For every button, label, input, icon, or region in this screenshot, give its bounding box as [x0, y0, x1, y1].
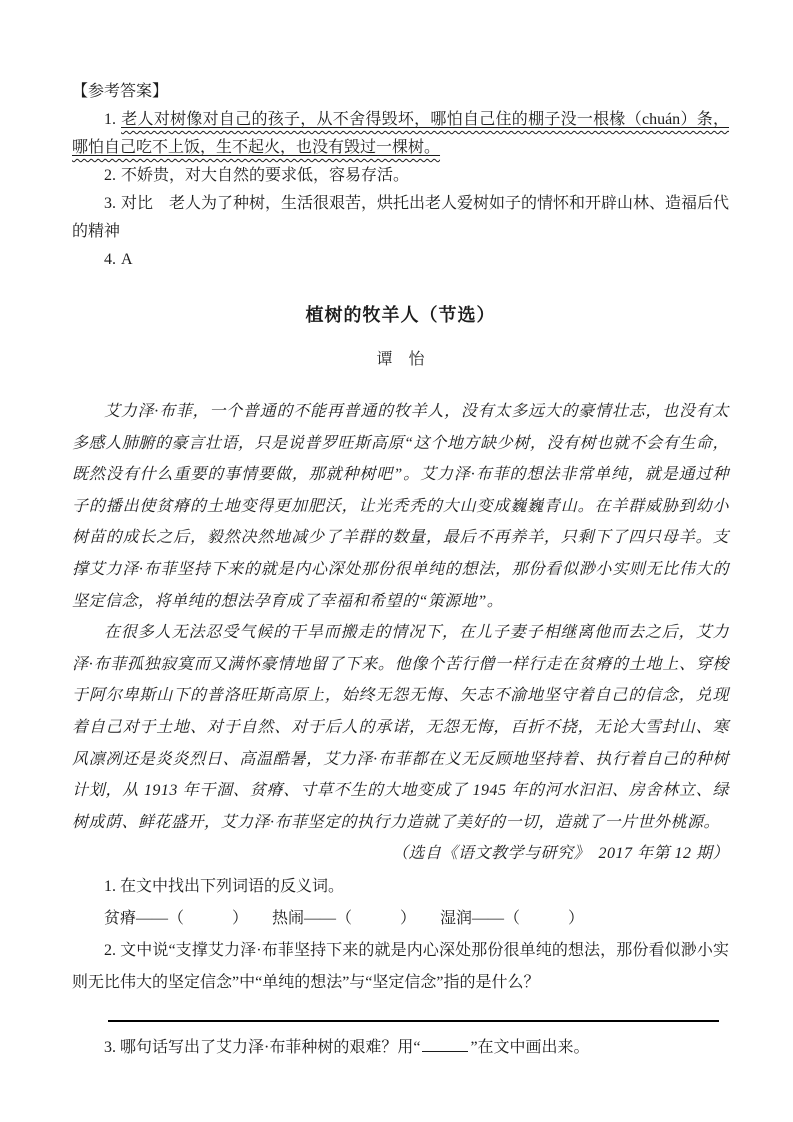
answer-number: 1.	[104, 111, 116, 128]
answer-number: 3.	[104, 195, 116, 212]
question-1-prompt: 1. 在文中找出下列词语的反义词。	[104, 877, 345, 895]
q3-blank-line	[422, 1037, 468, 1052]
question-3-prompt	[72, 1032, 729, 1064]
answer-item-2	[72, 162, 729, 190]
questions-section	[72, 871, 729, 1064]
article-paragraph-1: 艾力泽·布菲，一个普通的不能再普通的牧羊人，没有太多远大的豪情壮志，也没有太多感人肺腑的豪言壮语，只是说普罗旺斯高原“这个地方缺少树，没有树也就不会有生命，既然没有什么重要的事情要做，那就种树吧”。艾力泽·布菲的想法非常单纯，就是通过种子的播出使贫瘠的土地变得更加肥沃，让光秃秃的大山变成巍巍青山。在羊群威胁到幼小树苗的成长之后，毅然决然地减少了羊群的数量，最后不再养羊，只剩下了四只母羊。支撑艾力泽·布菲坚持下来的就是内心深处那份很单纯的想法，那份看似渺小实则无比伟大的坚定信念，将单纯的想法孕育成了幸福和希望的“策源地”。	[72, 403, 729, 610]
section-divider-line	[108, 1020, 719, 1022]
answer-item-3	[72, 190, 729, 246]
article-paragraph-2: 在很多人无法忍受气候的干旱而搬走的情况下，在儿子妻子相继离他而去之后，艾力泽·布菲孤独寂寞而又满怀豪情地留了下来。他像个苦行僧一样行走在贫瘠的土地上、穿梭于阿尔卑斯山下的普洛旺斯高原上，始终无怨无悔、矢志不渝地坚守着自己的信念，兑现着自己对于土地、对于自然、对于后人的承诺，无怨无悔，百折不挠，无论大雪封山、寒风凛冽还是炎炎烈日、高温酷暑，艾力泽·布菲都在义无反顾地坚持着、执行着自己的种树计划，从 1913 年干涸、贫瘠、寸草不生的大地变成了 1945 年的河水汩汩、房舍林立、绿树成荫、鲜花盛开，艾力泽·布菲坚定的执行力造就了美好的一切，造就了一片世外桃源。	[72, 624, 729, 831]
answer-item-1	[72, 106, 729, 162]
answer-key-section	[72, 78, 729, 274]
question-1-antonym-blanks: 贫瘠——（ ） 热闹——（ ） 湿润——（ ）	[104, 909, 585, 927]
answer-number: 2.	[104, 167, 116, 184]
article-source-citation: （选自《语文教学与研究》 2017 年第 12 期）	[391, 845, 729, 863]
question-3-text-before: 3. 哪句话写出了艾力泽·布菲种树的艰难？用“	[104, 1038, 421, 1056]
answer-key-header: 【参考答案】	[72, 83, 169, 100]
answer-number: 4.	[104, 251, 116, 268]
article-section	[72, 300, 729, 870]
article-title: 植树的牧羊人（节选）	[305, 305, 496, 325]
article-author: 谭 怡	[376, 351, 425, 368]
answer-text: A	[121, 251, 133, 268]
answer-text: 老人对树像对自己的孩子，从不舍得毁坏，哪怕自己住的棚子没一根椽（chuán）条，哪怕自己吃不上饭，生不起火，也没有毁过一棵树。	[72, 111, 729, 156]
marked-answer-underline	[72, 111, 729, 156]
answer-item-4	[72, 246, 729, 274]
question-3-text-after: ”在文中画出来。	[470, 1038, 590, 1056]
question-2-prompt: 2. 文中说“支撑艾力泽·布菲坚持下来的就是内心深处那份很单纯的想法，那份看似渺小实则无比伟大的坚定信念”中“单纯的想法”与“坚定信念”指的是什么？	[72, 941, 729, 991]
answer-text: 不娇贵，对大自然的要求低，容易存活。	[121, 167, 410, 184]
answer-text: 对比 老人为了种树，生活很艰苦，烘托出老人爱树如子的情怀和开辟山林、造福后代的精神	[72, 195, 730, 240]
